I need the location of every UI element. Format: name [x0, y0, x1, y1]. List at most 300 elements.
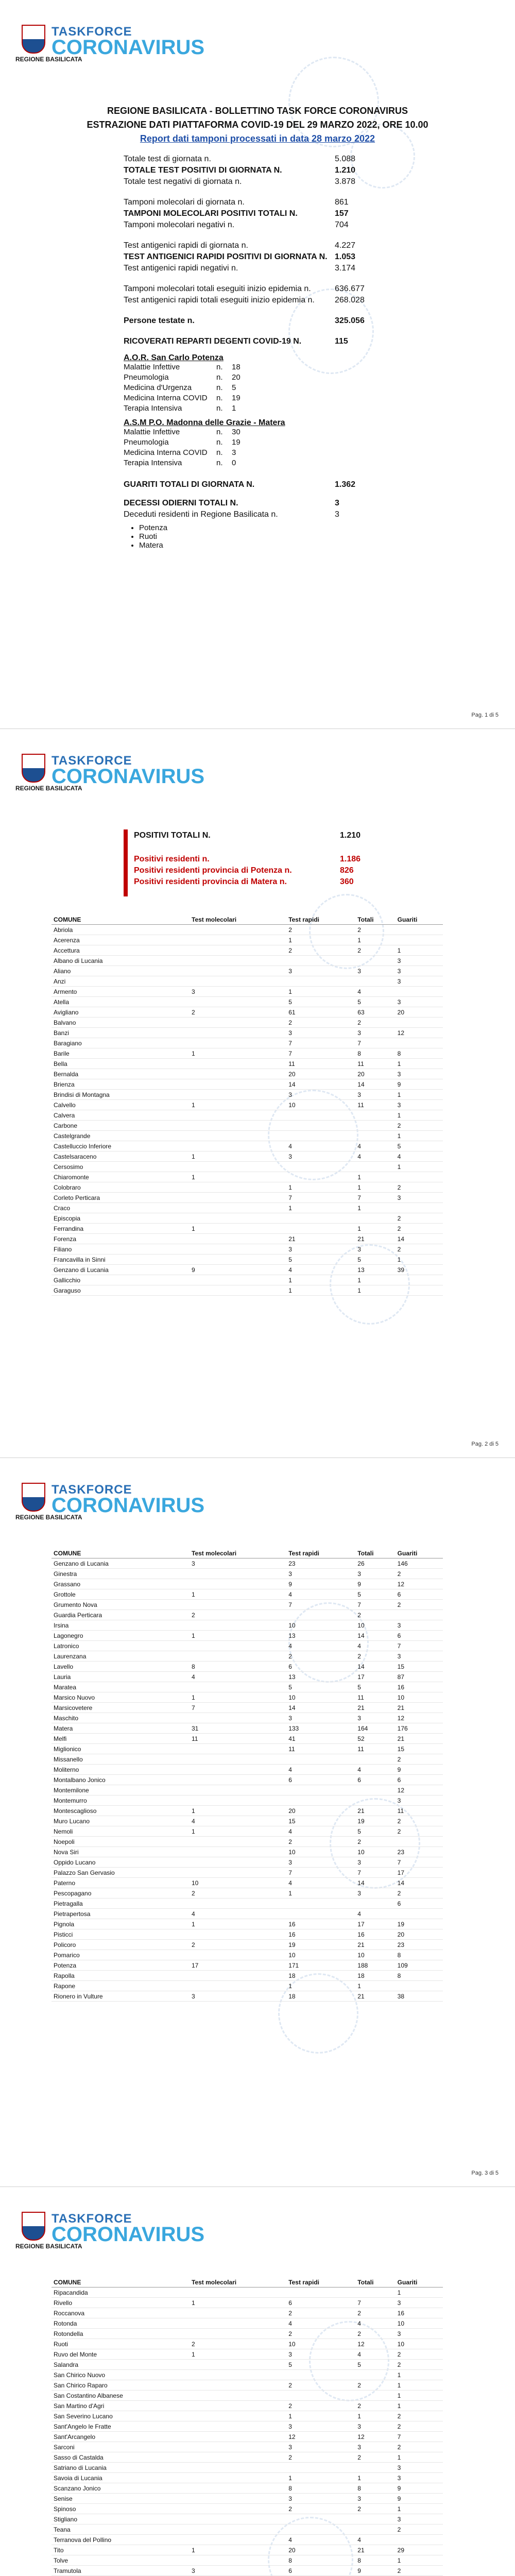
cell-value: 12: [355, 2432, 395, 2442]
cell-value: 10: [355, 1847, 395, 1857]
cell-value: 1: [190, 1172, 286, 1182]
comune-name: Scanzano Jonico: [52, 2483, 190, 2494]
cell-value: [190, 1754, 286, 1765]
cell-value: 10: [190, 1878, 286, 1888]
cell-value: 6: [286, 2566, 355, 2576]
table-header: [52, 2277, 443, 2287]
cell-value: 1: [355, 935, 395, 945]
cell-value: 2: [355, 2401, 395, 2411]
cell-value: [190, 2432, 286, 2442]
table-row: [52, 1940, 443, 1950]
cell-value: [355, 2524, 395, 2535]
cell-value: 10: [286, 1950, 355, 1960]
cell-value: [355, 2287, 395, 2298]
cell-value: 4: [286, 1826, 355, 1837]
cell-value: [190, 976, 286, 987]
table-row: [52, 2555, 443, 2566]
table-row: [52, 1878, 443, 1888]
table-row: [52, 1960, 443, 1971]
cell-value: 2: [396, 2411, 443, 2421]
stat-g2-value: 704: [335, 221, 349, 229]
cell-value: 2: [355, 2308, 395, 2318]
cell-value: [355, 1754, 395, 1765]
cell-value: 1: [355, 1275, 395, 1285]
cell-value: 4: [355, 1641, 395, 1651]
page-number: Pag. 1 di 5: [471, 712, 499, 718]
cell-value: 7: [355, 1600, 395, 1610]
taskforce-logo: TASKFORCE CORONAVIRUS: [52, 754, 205, 788]
cell-value: [286, 2463, 355, 2473]
comune-name: Stigliano: [52, 2514, 190, 2524]
comune-name: Baragiano: [52, 1038, 190, 1048]
cell-value: 21: [355, 1234, 395, 1244]
comune-name: Palazzo San Gervasio: [52, 1868, 190, 1878]
cell-value: [190, 2329, 286, 2339]
cell-value: 6: [396, 1775, 443, 1785]
cell-value: [190, 2380, 286, 2391]
cell-value: 38: [396, 1991, 443, 2002]
table-row: [52, 1723, 443, 1734]
comune-name: Sarconi: [52, 2442, 190, 2452]
cell-value: 1: [190, 1826, 286, 1837]
cell-value: 3: [355, 1713, 395, 1723]
cell-value: 9: [396, 2494, 443, 2504]
cell-value: 7: [286, 1038, 355, 1048]
cell-value: 188: [355, 1960, 395, 1971]
cell-value: 20: [396, 1007, 443, 1018]
cell-value: [355, 2391, 395, 2401]
cell-value: [190, 1971, 286, 1981]
table-row: [52, 1651, 443, 1662]
header: [15, 15, 205, 72]
cell-value: [286, 1795, 355, 1806]
cell-value: 1: [190, 2349, 286, 2360]
comune-name: Grottole: [52, 1589, 190, 1600]
cell-value: 1: [396, 2504, 443, 2514]
stat-g1-label: Totale test di giornata n.: [124, 155, 211, 163]
comune-name: San Severino Lucano: [52, 2411, 190, 2421]
cell-value: 7: [355, 1038, 395, 1048]
cell-value: 6: [286, 1775, 355, 1785]
cell-value: [190, 1600, 286, 1610]
cell-value: 1: [286, 1275, 355, 1285]
cell-value: 1: [396, 2380, 443, 2391]
cell-value: [190, 2514, 286, 2524]
cell-value: 41: [286, 1734, 355, 1744]
cell-value: 109: [396, 1960, 443, 1971]
table-row: [52, 2463, 443, 2473]
cell-value: [190, 1837, 286, 1847]
cell-value: 1: [286, 1981, 355, 1991]
cell-value: 1: [286, 1182, 355, 1193]
comune-name: Marsicovetere: [52, 1703, 190, 1713]
cell-value: 3: [355, 2442, 395, 2452]
cell-value: 14: [396, 1234, 443, 1244]
stat-g3-value: 1.053: [335, 252, 356, 261]
cell-value: [190, 2411, 286, 2421]
cell-value: 1: [190, 2545, 286, 2555]
region-label: REGIONE BASILICATA: [15, 785, 82, 792]
positivi-potenza-row: Positivi residenti provincia di Potenza n. 826: [134, 866, 354, 875]
cell-value: [190, 2494, 286, 2504]
cell-value: 21: [355, 1991, 395, 2002]
cell-value: 133: [286, 1723, 355, 1734]
table-row: [52, 1193, 443, 1203]
table-row: [52, 1929, 443, 1940]
table-header: [52, 1548, 443, 1558]
comune-name: Lauria: [52, 1672, 190, 1682]
persone-testate-value: 325.056: [335, 316, 365, 325]
stat-g4-value: 268.028: [335, 296, 365, 304]
cell-value: 1: [190, 1631, 286, 1641]
stat-g3-value: 3.174: [335, 264, 356, 273]
comune-name: Satriano di Lucania: [52, 2463, 190, 2473]
comuni-table: [52, 2277, 443, 2576]
cell-value: 1: [190, 1224, 286, 1234]
cell-value: 3: [286, 1244, 355, 1255]
table-row: [52, 925, 443, 935]
comune-name: Pomarico: [52, 1950, 190, 1960]
cell-value: 3: [286, 1569, 355, 1579]
cell-value: 6: [396, 1899, 443, 1909]
comune-name: Carbone: [52, 1121, 190, 1131]
cell-value: 8: [396, 1950, 443, 1960]
comune-name: Episcopia: [52, 1213, 190, 1224]
cell-value: [355, 2370, 395, 2380]
asm-row-unit: n.: [216, 448, 223, 457]
cell-value: [190, 1857, 286, 1868]
cell-value: 3: [396, 1100, 443, 1110]
stat-g1: [124, 166, 391, 177]
table-row: [52, 2349, 443, 2360]
table-row: [52, 1909, 443, 1919]
stat-g2: [124, 198, 391, 209]
cell-value: [190, 1110, 286, 1121]
cell-value: 2: [286, 2504, 355, 2514]
region-label: REGIONE BASILICATA: [15, 2243, 82, 2250]
cell-value: [190, 2483, 286, 2494]
cell-value: 1: [396, 2370, 443, 2380]
cell-value: [190, 1038, 286, 1048]
table-row: [52, 1950, 443, 1960]
comuni-table: [52, 914, 443, 1296]
cell-value: 21: [355, 2545, 395, 2555]
aor-row-label: Medicina Interna COVID: [124, 394, 208, 402]
cell-value: 146: [396, 1558, 443, 1569]
cell-value: 4: [190, 1909, 286, 1919]
comune-name: Armento: [52, 987, 190, 997]
cell-value: [190, 1193, 286, 1203]
cell-value: 5: [355, 997, 395, 1007]
table-header: [52, 914, 443, 925]
cell-value: 1: [190, 1806, 286, 1816]
cell-value: [355, 1121, 395, 1131]
comune-name: Banzi: [52, 1028, 190, 1038]
comune-name: Lagonegro: [52, 1631, 190, 1641]
taskforce-logo: TASKFORCE CORONAVIRUS: [52, 2212, 205, 2246]
cell-value: 13: [286, 1672, 355, 1682]
cell-value: 1: [355, 1224, 395, 1234]
comune-name: Noepoli: [52, 1837, 190, 1847]
table-row: [52, 1734, 443, 1744]
table-row: [52, 1847, 443, 1857]
comune-name: Lavello: [52, 1662, 190, 1672]
table-row: [52, 1141, 443, 1151]
cell-value: 19: [286, 1940, 355, 1950]
cell-value: 2: [355, 1651, 395, 1662]
table-row: [52, 1620, 443, 1631]
table-row: [52, 1795, 443, 1806]
cell-value: 8: [396, 1048, 443, 1059]
table-row: [52, 987, 443, 997]
cell-value: [190, 2504, 286, 2514]
table-row: [52, 2514, 443, 2524]
cell-value: 14: [286, 1703, 355, 1713]
cell-value: 3: [396, 1620, 443, 1631]
cell-value: 1: [190, 1100, 286, 1110]
comune-name: Garaguso: [52, 1285, 190, 1296]
cell-value: 20: [286, 1069, 355, 1079]
cell-value: 16: [396, 1682, 443, 1692]
cell-value: [190, 2555, 286, 2566]
cell-value: 3: [286, 1028, 355, 1038]
table-row: [52, 1754, 443, 1765]
cell-value: 52: [355, 1734, 395, 1744]
cell-value: [190, 1234, 286, 1244]
cell-value: 5: [355, 1255, 395, 1265]
cell-value: 5: [355, 2360, 395, 2370]
cell-value: 10: [396, 1692, 443, 1703]
comune-name: Calvello: [52, 1100, 190, 1110]
table-row: [52, 2524, 443, 2535]
cell-value: 3: [396, 2514, 443, 2524]
cell-value: [355, 1162, 395, 1172]
cell-value: 61: [286, 1007, 355, 1018]
comune-name: Rapolla: [52, 1971, 190, 1981]
cell-value: 21: [355, 1703, 395, 1713]
decessi-residenti-value: 3: [335, 510, 339, 519]
column-header: COMUNE: [52, 1548, 190, 1558]
cell-value: 7: [396, 1857, 443, 1868]
cell-value: 3: [355, 1569, 395, 1579]
cell-value: 4: [286, 1265, 355, 1275]
cell-value: [190, 2401, 286, 2411]
cell-value: [190, 1285, 286, 1296]
cell-value: [286, 956, 355, 966]
cell-value: [190, 1765, 286, 1775]
aor-row: [124, 363, 391, 373]
cell-value: 1: [286, 1888, 355, 1899]
aor-row-value: 5: [232, 383, 236, 392]
cell-value: 9: [396, 1079, 443, 1090]
daily-stats: [124, 155, 391, 550]
table-row: [52, 1692, 443, 1703]
cell-value: 2: [396, 2442, 443, 2452]
stat-g2: [124, 221, 391, 232]
cell-value: [286, 1785, 355, 1795]
cell-value: 2: [355, 2504, 395, 2514]
column-header: Totali: [355, 914, 395, 925]
comune-name: Avigliano: [52, 1007, 190, 1018]
stat-g1-label: TOTALE TEST POSITIVI DI GIORNATA N.: [124, 166, 282, 175]
cell-value: 2: [286, 925, 355, 935]
aor-row-value: 19: [232, 394, 241, 402]
cell-value: 1: [396, 1162, 443, 1172]
cell-value: 39: [396, 1265, 443, 1275]
cell-value: [190, 2421, 286, 2432]
aor-row-unit: n.: [216, 404, 223, 413]
column-header: Totali: [355, 2277, 395, 2287]
region-crest-icon: [22, 2212, 45, 2241]
comune-name: Paterno: [52, 1878, 190, 1888]
stat-g2-value: 157: [335, 209, 349, 218]
table-row: [52, 2360, 443, 2370]
table-row: [52, 976, 443, 987]
cell-value: 2: [190, 1610, 286, 1620]
cell-value: 2: [286, 2401, 355, 2411]
cell-value: [190, 1899, 286, 1909]
cell-value: 9: [396, 2483, 443, 2494]
cell-value: 2: [355, 1837, 395, 1847]
cell-value: [396, 987, 443, 997]
cell-value: [355, 2463, 395, 2473]
cell-value: 12: [396, 1713, 443, 1723]
cell-value: 2: [190, 1888, 286, 1899]
cell-value: [396, 925, 443, 935]
cell-value: 2: [190, 2339, 286, 2349]
comune-name: Barile: [52, 1048, 190, 1059]
comune-name: Castelgrande: [52, 1131, 190, 1141]
comune-name: Tramutola: [52, 2566, 190, 2576]
cell-value: [190, 1651, 286, 1662]
cell-value: [190, 2473, 286, 2483]
cell-value: 3: [396, 1193, 443, 1203]
stat-g1: [124, 177, 391, 189]
cell-value: 10: [286, 1692, 355, 1703]
cell-value: 2: [286, 2380, 355, 2391]
cell-value: [190, 1775, 286, 1785]
table-row: [52, 2494, 443, 2504]
cell-value: 10: [396, 2339, 443, 2349]
comune-name: Ripacandida: [52, 2287, 190, 2298]
table-row: [52, 1682, 443, 1692]
cell-value: 2: [396, 1888, 443, 1899]
cell-value: 2: [396, 2524, 443, 2535]
table-row: [52, 1589, 443, 1600]
positive-summary: [134, 831, 397, 889]
cell-value: 5: [286, 1682, 355, 1692]
cell-value: 1: [190, 1048, 286, 1059]
comune-name: Ruvo del Monte: [52, 2349, 190, 2360]
cell-value: 21: [286, 1234, 355, 1244]
comune-name: Rivello: [52, 2298, 190, 2308]
cell-value: [190, 1868, 286, 1878]
comune-name: Castelluccio Inferiore: [52, 1141, 190, 1151]
cell-value: 6: [355, 1775, 395, 1785]
comune-name: Latronico: [52, 1641, 190, 1651]
table-row: [52, 1816, 443, 1826]
cell-value: [190, 1244, 286, 1255]
table-row: [52, 1265, 443, 1275]
ricoverati-value: 115: [335, 337, 348, 346]
column-header: Totali: [355, 1548, 395, 1558]
comune-name: Nemoli: [52, 1826, 190, 1837]
table-row: [52, 1971, 443, 1981]
stat-g1-value: 5.088: [335, 155, 356, 163]
cell-value: 12: [396, 1579, 443, 1589]
comune-name: Montescaglioso: [52, 1806, 190, 1816]
stat-g3: [124, 264, 391, 275]
cell-value: 2: [396, 2421, 443, 2432]
aor-row-label: Terapia Intensiva: [124, 404, 182, 413]
cell-value: 18: [355, 1971, 395, 1981]
table-row: [52, 2566, 443, 2576]
cell-value: 1: [190, 1692, 286, 1703]
comune-name: Potenza: [52, 1960, 190, 1971]
table-row: [52, 1672, 443, 1682]
cell-value: 6: [286, 2298, 355, 2308]
decessi-odierni: [124, 499, 391, 510]
cell-value: 1: [355, 1203, 395, 1213]
table-row: [52, 1785, 443, 1795]
asm-row-unit: n.: [216, 438, 223, 447]
cell-value: 17: [355, 1919, 395, 1929]
column-header: Test rapidi: [286, 1548, 355, 1558]
cell-value: 2: [396, 1224, 443, 1234]
table-row: [52, 1131, 443, 1141]
cell-value: [190, 1141, 286, 1151]
table-row: [52, 2339, 443, 2349]
cell-value: 20: [396, 1929, 443, 1940]
cell-value: 11: [355, 1744, 395, 1754]
comune-name: Rotondella: [52, 2329, 190, 2339]
guariti-giornata-value: 1.362: [335, 480, 356, 489]
comune-name: San Chirico Raparo: [52, 2380, 190, 2391]
table-row: [52, 1826, 443, 1837]
table-row: [52, 945, 443, 956]
decessi-comune: • Ruoti: [139, 532, 391, 541]
table-row: [52, 1775, 443, 1785]
cell-value: 1: [355, 1172, 395, 1182]
stat-g2-label: TAMPONI MOLECOLARI POSITIVI TOTALI N.: [124, 209, 298, 218]
cell-value: 10: [355, 1620, 395, 1631]
table-row: [52, 1641, 443, 1651]
cell-value: 1: [286, 2411, 355, 2421]
table-row: [52, 1713, 443, 1723]
cell-value: [286, 1224, 355, 1234]
positivi-totali-row: POSITIVI TOTALI N. 1.210: [134, 831, 361, 840]
cell-value: 11: [355, 1692, 395, 1703]
cell-value: 12: [396, 1028, 443, 1038]
stat-g4-label: Test antigenici rapidi totali eseguiti inizio epidemia n.: [124, 296, 315, 304]
asm-row-label: Terapia Intensiva: [124, 459, 182, 467]
header: [15, 744, 205, 801]
table-row: [52, 2308, 443, 2318]
red-bar: [124, 829, 128, 896]
comune-name: Tito: [52, 2545, 190, 2555]
comune-name: Bernalda: [52, 1069, 190, 1079]
cell-value: 3: [396, 956, 443, 966]
cell-value: 4: [396, 1151, 443, 1162]
page-2: [0, 729, 515, 1458]
cell-value: [396, 2535, 443, 2545]
column-header: Guariti: [396, 914, 443, 925]
comune-name: Montemilone: [52, 1785, 190, 1795]
cell-value: 3: [396, 1651, 443, 1662]
cell-value: [396, 1275, 443, 1285]
comune-name: Marsico Nuovo: [52, 1692, 190, 1703]
cell-value: 2: [396, 1213, 443, 1224]
